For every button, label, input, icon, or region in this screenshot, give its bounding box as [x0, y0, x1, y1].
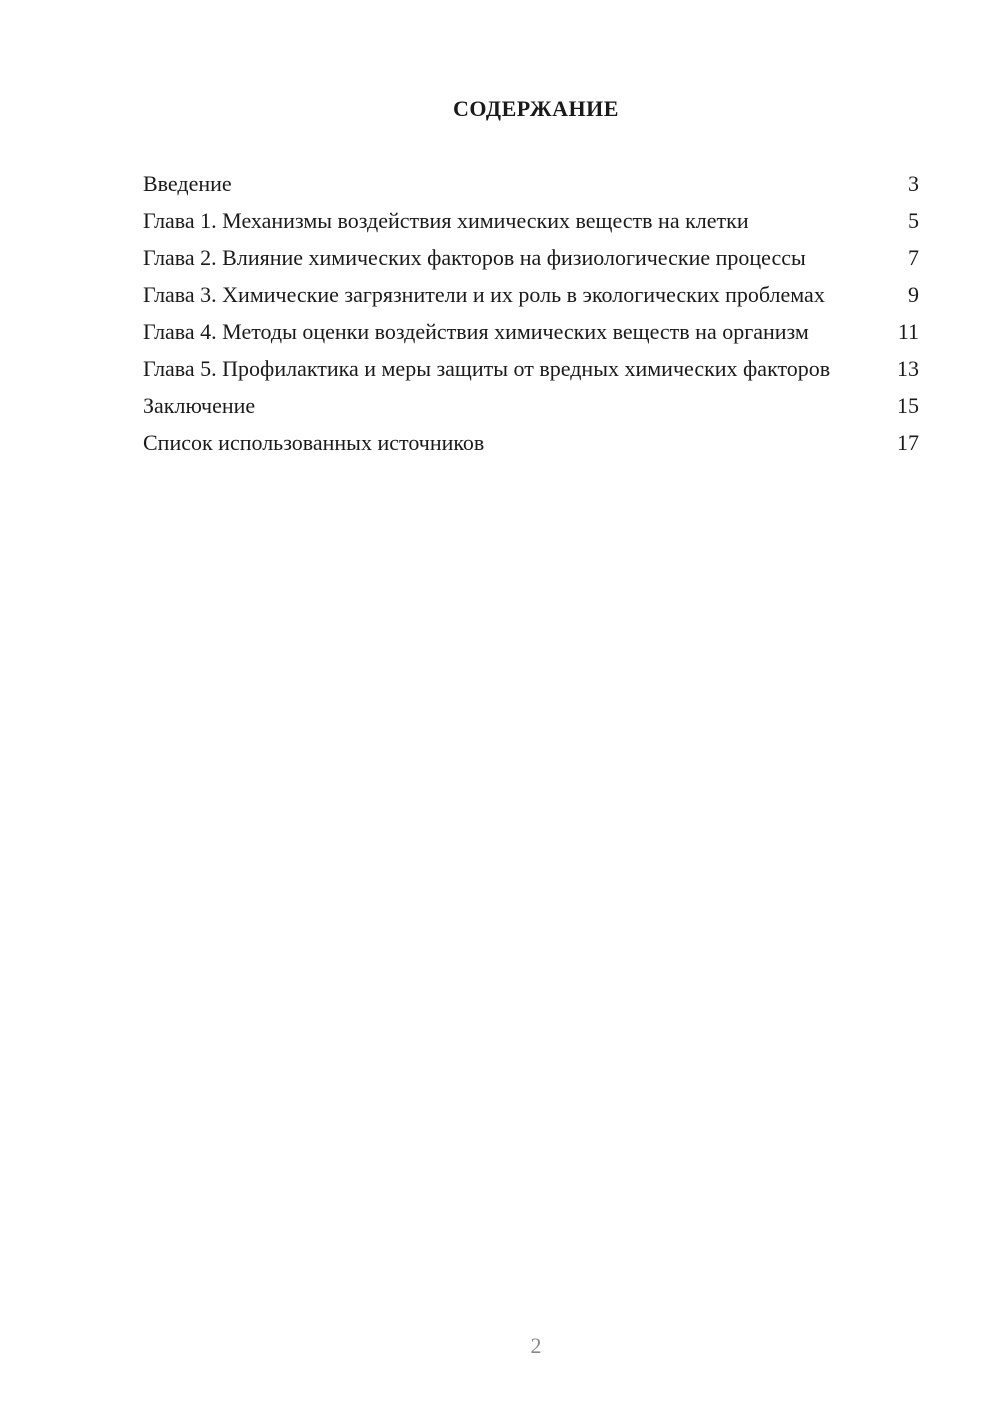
toc-entry-page: 11 [897, 319, 919, 344]
toc-entry-chapter-2 [143, 244, 919, 271]
toc-entry-conclusion [143, 392, 919, 419]
toc-entry-page: 15 [897, 393, 919, 418]
toc-entry-introduction [143, 170, 919, 197]
toc-entry-title: Введение [143, 171, 232, 196]
toc-entry-title: Заключение [143, 393, 256, 418]
toc-entry-chapter-1 [143, 207, 919, 234]
table-of-contents [143, 170, 919, 466]
toc-entry-page: 3 [908, 171, 919, 196]
toc-entry-chapter-4 [143, 318, 919, 345]
page-title: СОДЕРЖАНИЕ [453, 96, 619, 121]
toc-entry-page: 7 [908, 245, 919, 270]
toc-entry-chapter-5 [143, 355, 919, 382]
toc-entry-title: Глава 1. Механизмы воздействия химических веществ на клетки [143, 208, 749, 233]
toc-entry-references [143, 429, 919, 456]
toc-entry-page: 9 [908, 282, 919, 307]
toc-entry-page: 5 [908, 208, 919, 233]
toc-entry-title: Глава 4. Методы оценки воздействия химических веществ на организм [143, 319, 809, 344]
toc-entry-title: Список использованных источников [143, 430, 485, 455]
toc-entry-title: Глава 5. Профилактика и меры защиты от вредных химических факторов [143, 356, 831, 381]
toc-entry-title: Глава 2. Влияние химических факторов на физиологические процессы [143, 245, 806, 270]
toc-entry-page: 17 [897, 430, 919, 455]
toc-entry-title: Глава 3. Химические загрязнители и их роль в экологических проблемах [143, 282, 825, 307]
page-number: 2 [530, 1333, 542, 1358]
toc-entry-chapter-3 [143, 281, 919, 308]
toc-entry-page: 13 [897, 356, 919, 381]
